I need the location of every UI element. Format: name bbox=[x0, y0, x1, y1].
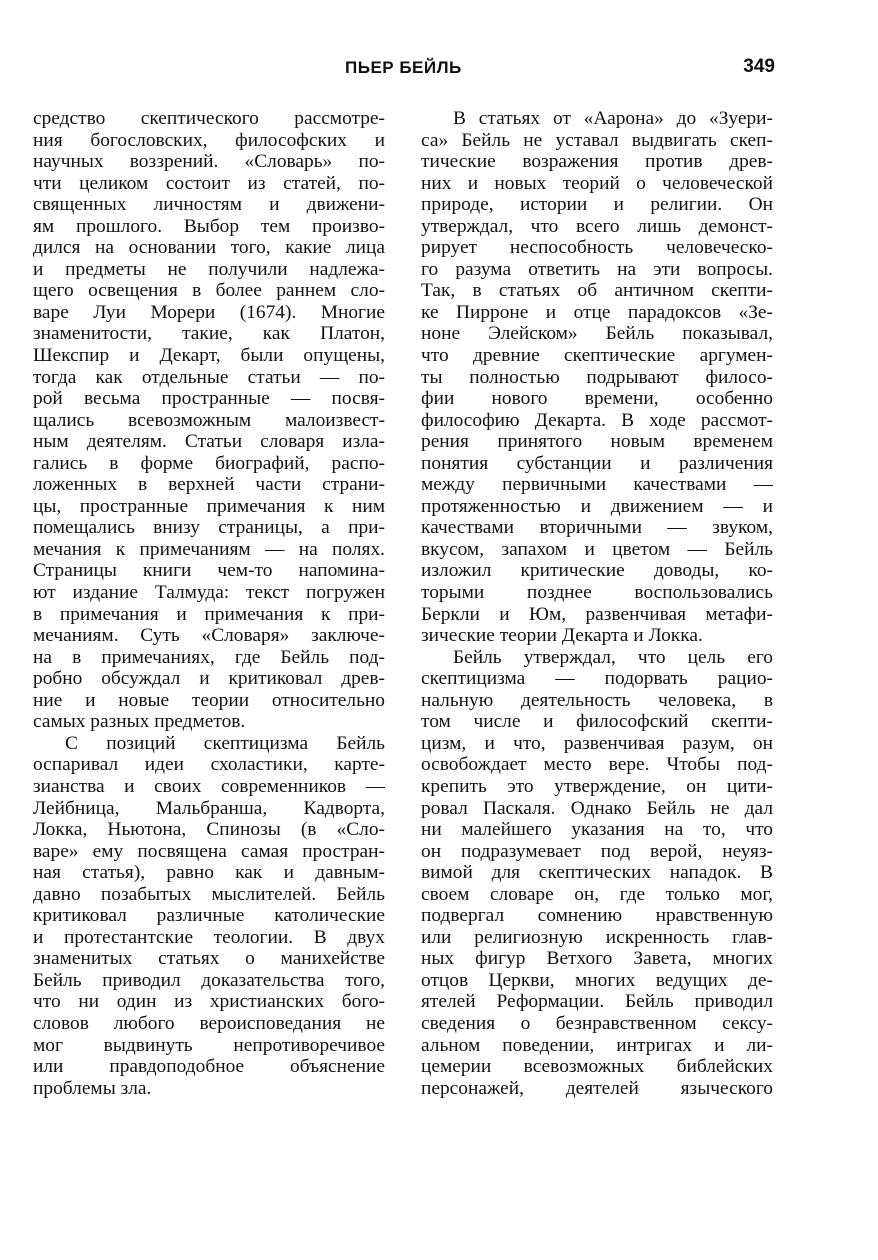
text-line: Страницы книги чем-то напомина- bbox=[33, 560, 385, 582]
text-line: С позиций скептицизма Бейль bbox=[65, 732, 385, 754]
text-line: знаменитых статьях о манихействе bbox=[33, 948, 385, 970]
text-line: изложил критические доводы, ко- bbox=[421, 560, 773, 582]
text-line: скептицизма — подорвать рацио- bbox=[421, 668, 773, 690]
text-line: том числе и философский скепти- bbox=[421, 711, 773, 733]
text-line: природе, истории и религии. Он bbox=[421, 194, 773, 216]
text-line: ют издание Талмуда: текст погружен bbox=[33, 582, 385, 604]
text-line: торыми позднее воспользовались bbox=[421, 582, 773, 604]
text-line: Бейль приводил доказательства того, bbox=[33, 969, 385, 991]
text-line: что ни один из христианских бого- bbox=[33, 991, 385, 1013]
text-line: Беркли и Юм, развенчивая метафи- bbox=[421, 603, 773, 625]
text-line: тические возражения против древ- bbox=[421, 151, 773, 173]
text-line: освобождает место вере. Чтобы под- bbox=[421, 754, 773, 776]
paragraph bbox=[33, 733, 385, 1099]
text-line: ни малейшего указания на то, что bbox=[421, 819, 773, 841]
text-line: вкусом, запахом и цветом — Бейль bbox=[421, 538, 773, 560]
text-line: отцов Церкви, многих ведущих де- bbox=[421, 969, 773, 991]
text-line: своем словаре он, где только мог, bbox=[421, 883, 773, 905]
text-line: фии нового времени, особенно bbox=[421, 388, 773, 410]
text-line: на в примечаниях, где Бейль под- bbox=[33, 646, 385, 668]
text-line: робно обсуждал и критиковал древ- bbox=[33, 668, 385, 690]
text-line: священных личностям и движени- bbox=[33, 194, 385, 216]
text-line: самых разных предметов. bbox=[33, 711, 246, 733]
text-line: крепить это утверждение, он цити- bbox=[421, 775, 773, 797]
text-line: ке Пирроне и отце парадоксов «Зе- bbox=[421, 301, 773, 323]
text-line: вимой для скептических нападок. В bbox=[421, 862, 773, 884]
text-line: научных воззрений. «Словарь» по- bbox=[33, 151, 385, 173]
text-line: го разума ответить на эти вопросы. bbox=[421, 258, 773, 280]
text-line: тогда как отдельные статьи — по- bbox=[33, 366, 385, 388]
text-line: Так, в статьях об античном скепти- bbox=[421, 280, 773, 302]
text-line: и предметы не получили надлежа- bbox=[33, 258, 385, 280]
text-line: цизм, и что, развенчивая разум, он bbox=[421, 732, 773, 754]
paragraph bbox=[421, 108, 773, 647]
text-line: между первичными качествами — bbox=[421, 474, 773, 496]
text-line: щего освещения в более раннем сло- bbox=[33, 280, 385, 302]
text-line: оспаривал идеи схоластики, карте- bbox=[33, 754, 385, 776]
text-line: утверждал, что всего лишь демонст- bbox=[421, 215, 773, 237]
text-line: рения принятого новым временем bbox=[421, 431, 773, 453]
text-line: альном поведении, интригах и ли- bbox=[421, 1034, 773, 1056]
text-line: мог выдвинуть непротиворечивое bbox=[33, 1034, 385, 1056]
text-line: сведения о безнравственном сексу- bbox=[421, 1012, 773, 1034]
text-line: цемерии всевозможных библейских bbox=[421, 1056, 773, 1078]
text-line: словов любого вероисповедания не bbox=[33, 1012, 385, 1034]
text-line: ным деятелям. Статьи словаря изла- bbox=[33, 431, 385, 453]
text-line: качествами вторичными — звуком, bbox=[421, 517, 773, 539]
text-line: варе Луи Морери (1674). Многие bbox=[33, 301, 385, 323]
text-line: персонажей, деятелей языческого bbox=[421, 1077, 773, 1099]
text-line: ты полностью подрывают филосо- bbox=[421, 366, 773, 388]
text-line: помещались внизу страницы, а при- bbox=[33, 517, 385, 539]
text-line: цы, пространные примечания к ним bbox=[33, 495, 385, 517]
text-line: нальную деятельность человека, в bbox=[421, 689, 773, 711]
text-line: чти целиком состоит из статей, по- bbox=[33, 172, 385, 194]
text-line: Лейбница, Мальбранша, Кадворта, bbox=[33, 797, 385, 819]
text-line: ния богословских, философских и bbox=[33, 129, 385, 151]
text-line: подвергал сомнению нравственную bbox=[421, 905, 773, 927]
text-line: знаменитости, такие, как Платон, bbox=[33, 323, 385, 345]
text-line: ных фигур Ветхого Завета, многих bbox=[421, 948, 773, 970]
text-line: что древние скептические аргумен- bbox=[421, 345, 773, 367]
text-line: ровал Паскаля. Однако Бейль не дал bbox=[421, 797, 773, 819]
text-line: средство скептического рассмотре- bbox=[33, 108, 385, 129]
text-line: рой весьма пространные — посвя- bbox=[33, 388, 385, 410]
text-line: мечания к примечаниям — на полях. bbox=[33, 538, 385, 560]
text-line: проблемы зла. bbox=[33, 1077, 152, 1099]
text-line: и протестантские теологии. В двух bbox=[33, 926, 385, 948]
text-line: Бейль утверждал, что цель его bbox=[453, 646, 773, 668]
text-line: щались всевозможным малоизвест- bbox=[33, 409, 385, 431]
text-line: Локка, Ньютона, Спинозы (в «Сло- bbox=[33, 819, 385, 841]
text-line: критиковал различные католические bbox=[33, 905, 385, 927]
right-text-column bbox=[421, 108, 773, 1099]
paragraph bbox=[33, 108, 385, 733]
paragraph bbox=[421, 647, 773, 1099]
text-line: дился на основании того, какие лица bbox=[33, 237, 385, 259]
text-line: ям прошлого. Выбор тем произво- bbox=[33, 215, 385, 237]
text-line: ная статья), равно как и давным- bbox=[33, 862, 385, 884]
text-line: философию Декарта. В ходе рассмот- bbox=[421, 409, 773, 431]
text-line: варе» ему посвящена самая простран- bbox=[33, 840, 385, 862]
text-line: ноне Элейском» Бейль показывал, bbox=[421, 323, 773, 345]
text-line: В статьях от «Аарона» до «Зуери- bbox=[453, 108, 773, 129]
text-line: в примечания и примечания к при- bbox=[33, 603, 385, 625]
text-line: или правдоподобное объяснение bbox=[33, 1056, 385, 1078]
text-line: зические теории Декарта и Локка. bbox=[421, 625, 703, 647]
text-line: гались в форме биографий, распо- bbox=[33, 452, 385, 474]
text-line: са» Бейль не уставал выдвигать скеп- bbox=[421, 129, 773, 151]
text-line: мечаниям. Суть «Словаря» заключе- bbox=[33, 625, 385, 647]
running-head-title: ПЬЕР БЕЙЛЬ bbox=[345, 58, 462, 77]
text-line: рирует неспособность человеческо- bbox=[421, 237, 773, 259]
text-line: зианства и своих современников — bbox=[33, 775, 385, 797]
page-number: 349 bbox=[743, 56, 775, 77]
text-line: давно позабытых мыслителей. Бейль bbox=[33, 883, 385, 905]
text-line: Шекспир и Декарт, были опущены, bbox=[33, 345, 385, 367]
text-line: он подразумевает под верой, неуяз- bbox=[421, 840, 773, 862]
text-line: понятия субстанции и различения bbox=[421, 452, 773, 474]
text-line: ятелей Реформации. Бейль приводил bbox=[421, 991, 773, 1013]
text-line: ложенных в верхней части страни- bbox=[33, 474, 385, 496]
text-line: них и новых теорий о человеческой bbox=[421, 172, 773, 194]
left-text-column bbox=[33, 108, 385, 1099]
text-line: ние и новые теории относительно bbox=[33, 689, 385, 711]
text-line: или религиозную искренность глав- bbox=[421, 926, 773, 948]
text-line: протяженностью и движением — и bbox=[421, 495, 773, 517]
